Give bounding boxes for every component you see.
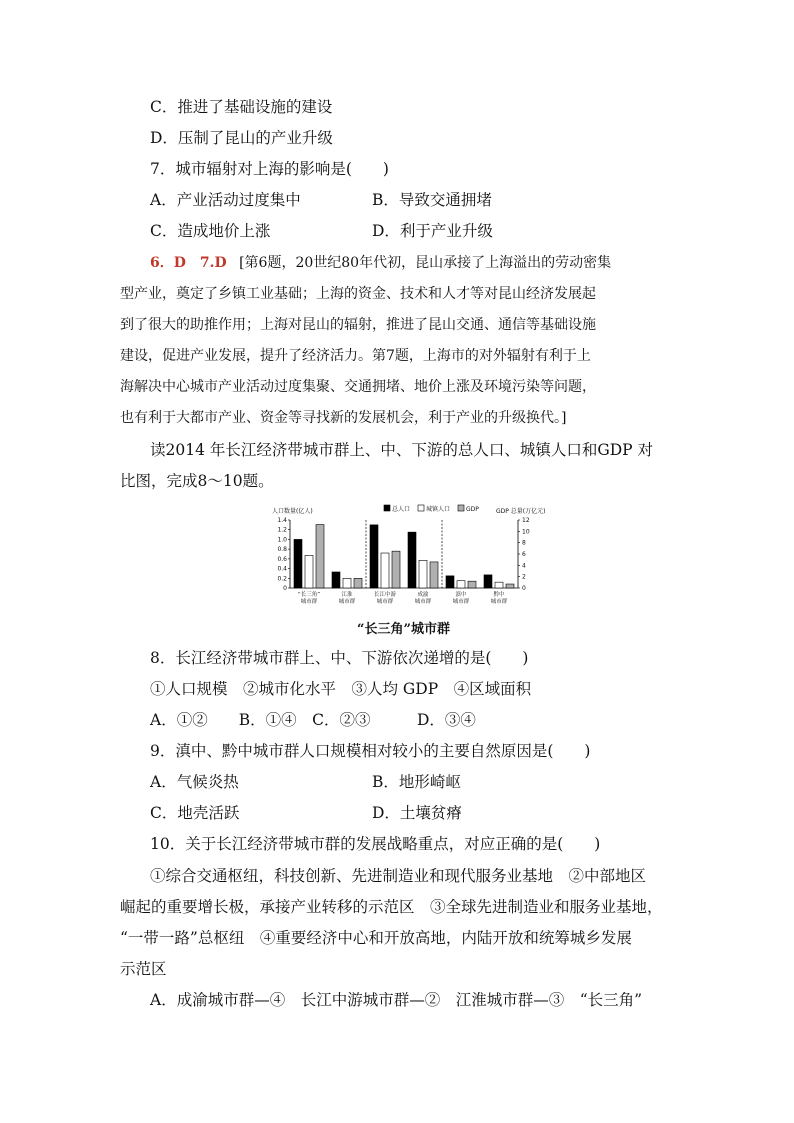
q10-line-1: ①综合交通枢纽，科技创新、先进制造业和现代服务业基地 ②中部地区: [150, 867, 647, 885]
y2-tick-label-0: 0: [522, 585, 526, 592]
answer-line-5: 海解决中心城市产业活动过度集聚、交通拥堵、地价上涨及环境污染等问题，: [120, 379, 596, 395]
bar-5-2: [506, 584, 514, 588]
bar-5-1: [495, 582, 503, 588]
answer-line-2: 型产业，奠定了乡镇工业基础；上海的资金、技术和人才等对昆山经济发展起: [120, 286, 596, 302]
bar-4-1: [457, 581, 465, 588]
bar-2-1: [381, 553, 389, 588]
q7-option-d: D．利于产业升级: [372, 222, 493, 240]
y2-tick-label-1: 2: [522, 573, 526, 581]
answer-line-6: 也有利于大都市产业、资金等寻找新的发展机会，利于产业的升级换代。]: [120, 410, 567, 426]
x-tick-label-4-a: 滇中: [455, 592, 467, 598]
intro-line-2: 比图，完成8～10题。: [120, 472, 274, 490]
bar-2-0: [370, 525, 378, 588]
q7-option-b: B．导致交通拥堵: [372, 191, 492, 209]
q6-option-c: C．推进了基础设施的建设: [150, 98, 333, 116]
legend-swatch-0: [384, 505, 390, 511]
y2-tick-label-2: 4: [522, 562, 526, 570]
chart-caption: “长三角”城市群: [357, 622, 450, 637]
q8-stem: 8．长江经济带城市群上、中、下游依次递增的是( ): [150, 649, 529, 667]
q9-option-d: D．土壤贫瘠: [372, 804, 462, 822]
x-tick-label-2-a: 长江中游: [373, 592, 397, 598]
y-axis-label: 人口数量(亿人): [272, 508, 313, 515]
x-tick-label-0-a: “长三角”: [297, 592, 321, 598]
y-tick-label-4: 0.8: [277, 546, 287, 554]
q9-option-a: A．气候炎热: [150, 773, 239, 791]
y-tick-label-0: 0: [283, 585, 287, 592]
bar-0-0: [294, 539, 302, 588]
bar-3-0: [408, 532, 416, 588]
legend-swatch-1: [418, 505, 424, 511]
y-tick-label-1: 0.2: [277, 575, 287, 583]
bar-1-0: [332, 572, 340, 588]
answer-line-1: [150, 253, 611, 273]
answer-line-3: 到了很大的助推作用；上海对昆山的辐射，推进了昆山交通、通信等基础设施: [120, 317, 596, 333]
legend-label-2: GDP: [466, 506, 479, 513]
answer-text-1: [第6题，20世纪80年代初，昆山承接了上海溢出的劳动密集: [239, 255, 612, 271]
bar-2-2: [392, 551, 400, 588]
bar-0-1: [305, 555, 313, 588]
x-tick-label-4-b: 城市群: [452, 599, 470, 605]
answer-key: 6．D 7.D: [150, 255, 227, 271]
x-tick-label-3-b: 城市群: [414, 599, 432, 605]
bar-3-2: [430, 562, 438, 588]
q9-stem: 9．滇中、黔中城市群人口规模相对较小的主要自然原因是( ): [150, 742, 591, 760]
x-tick-label-1-a: 江淮: [341, 592, 353, 598]
x-tick-label-5-a: 黔中: [493, 592, 505, 598]
bar-3-1: [419, 560, 427, 588]
y2-tick-label-5: 10: [522, 528, 530, 536]
intro-line-1: 读2014 年长江经济带城市群上、中、下游的总人口、城镇人口和GDP 对: [150, 441, 654, 459]
q9-option-c: C．地壳活跃: [150, 804, 240, 822]
y2-tick-label-6: 12: [522, 517, 530, 524]
x-tick-label-1-b: 城市群: [338, 599, 356, 605]
y2-tick-label-3: 6: [522, 551, 526, 558]
bar-4-0: [446, 576, 454, 588]
q7-stem: 7．城市辐射对上海的影响是( ): [150, 160, 389, 178]
y-tick-label-2: 0.4: [277, 565, 287, 573]
q10-option-a: A．成渝城市群—④ 长江中游城市群—② 江淮城市群—③ “长三角”: [150, 991, 643, 1009]
y-tick-label-3: 0.6: [277, 555, 287, 563]
answer-line-4: 建设，促进产业发展，提升了经济活力。第7题，上海市的对外辐射有利于上: [120, 348, 591, 364]
y2-tick-label-4: 8: [522, 539, 526, 547]
y2-axis-label: GDP 总量(万亿元): [496, 508, 546, 515]
x-tick-label-5-b: 城市群: [490, 599, 508, 605]
y-tick-label-6: 1.2: [277, 526, 287, 534]
legend-label-0: 总人口: [392, 506, 411, 513]
q10-line-2: 崛起的重要增长极，承接产业转移的示范区 ③全球先进制造业和服务业基地，: [120, 898, 663, 916]
legend-swatch-2: [458, 505, 464, 511]
q9-option-b: B．地形崎岖: [372, 773, 461, 791]
chart-legend: [384, 505, 479, 513]
legend-label-1: 城镇人口: [426, 506, 451, 513]
bar-1-2: [354, 578, 362, 588]
x-tick-label-0-b: 城市群: [300, 599, 318, 605]
x-tick-label-2-b: 城市群: [376, 599, 394, 605]
y-tick-label-7: 1.4: [277, 517, 287, 524]
x-tick-label-3-a: 成渝: [417, 592, 429, 598]
y-tick-label-5: 1.0: [277, 536, 287, 544]
bar-4-2: [468, 581, 476, 588]
q7-option-c: C．造成地价上涨: [150, 222, 271, 240]
bar-chart: [256, 502, 556, 612]
q6-option-d: D．压制了昆山的产业升级: [150, 129, 333, 147]
bar-1-1: [343, 578, 351, 588]
q8-items: ①人口规模 ②城市化水平 ③人均 GDP ④区域面积: [150, 680, 532, 698]
q8-options: A．①② B．①④ C．②③ D．③④: [150, 711, 476, 729]
q7-option-a: A．产业活动过度集中: [150, 191, 301, 209]
q10-line-3: “一带一路”总枢纽 ④重要经济中心和开放高地，内陆开放和统筹城乡发展: [120, 929, 632, 947]
q10-stem: 10．关于长江经济带城市群的发展战略重点，对应正确的是( ): [150, 835, 601, 853]
q10-line-4: 示范区: [120, 960, 167, 978]
bar-5-0: [484, 575, 492, 588]
bar-0-2: [316, 525, 324, 588]
